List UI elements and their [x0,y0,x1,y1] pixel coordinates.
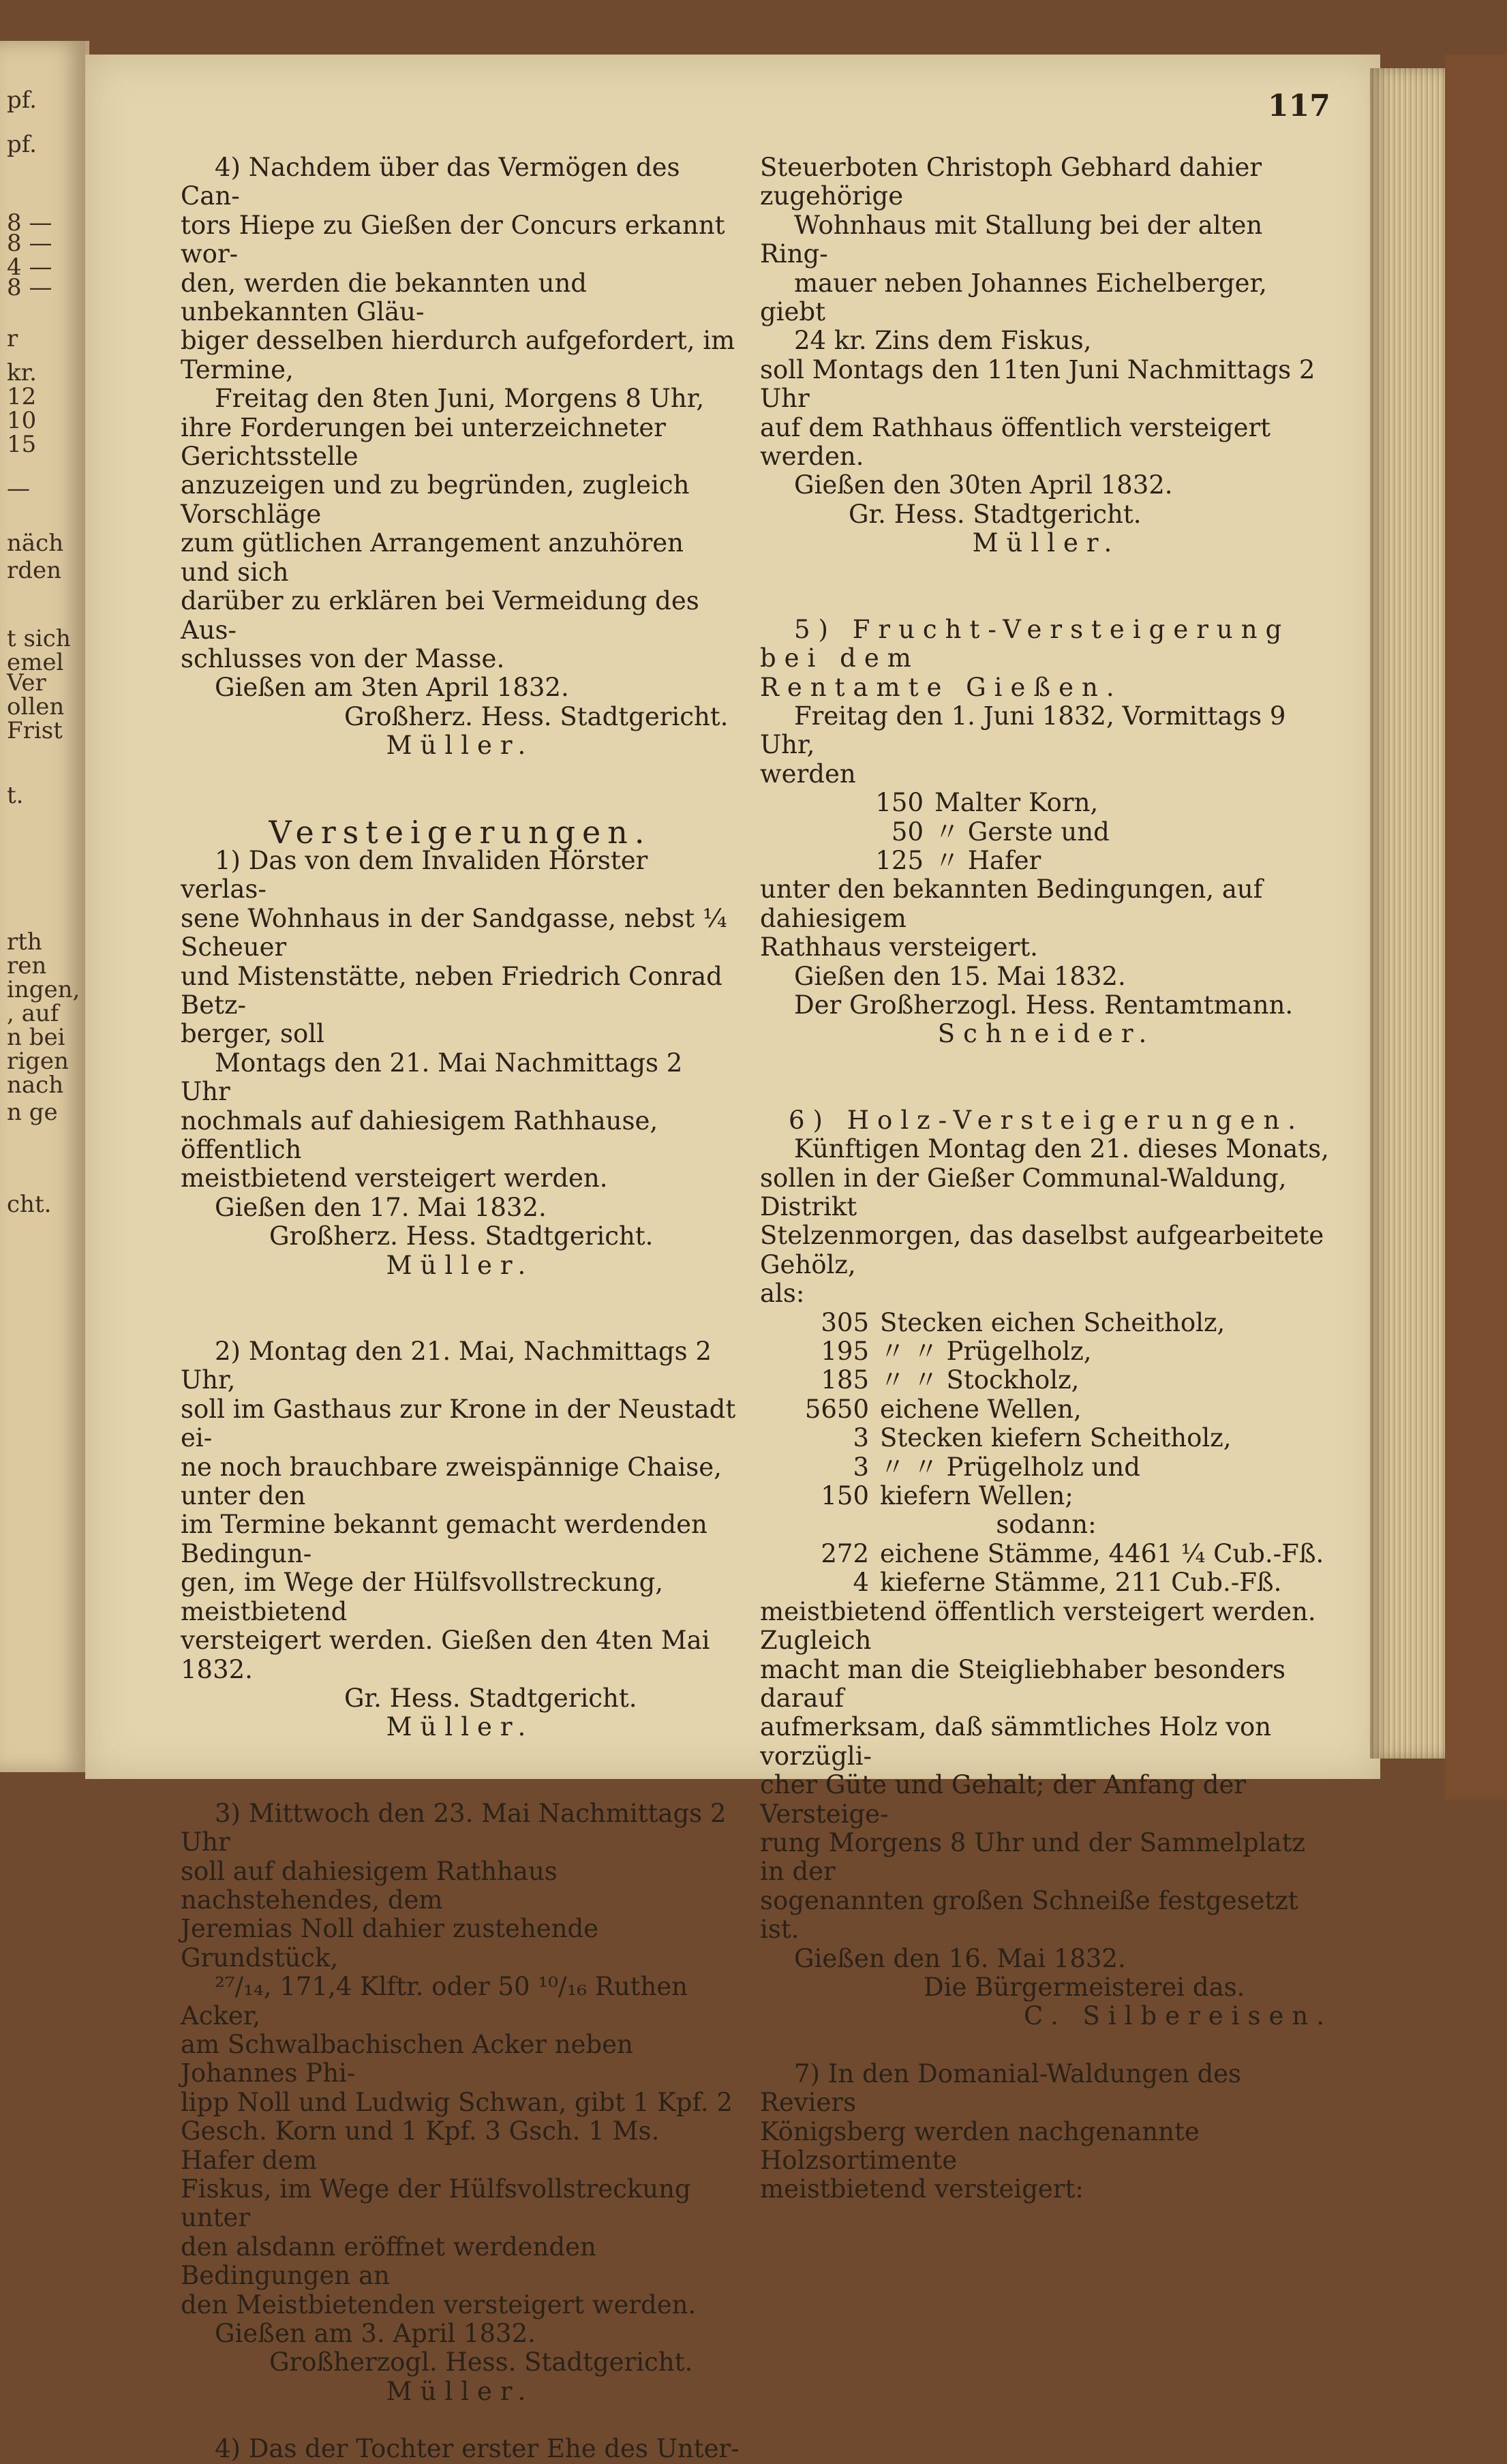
left-page-fragment: n ge [7,1099,58,1126]
list-item: 〃 〃 Prügelholz, [880,1337,1092,1367]
left-page-fragment: ollen [7,693,65,720]
list-row [760,847,1333,875]
list-item: Stecken eichen Scheitholz, [880,1307,1226,1337]
list-quantity: 272 [821,1538,869,1568]
list-quantity: 50 [891,817,924,847]
left-page-fragment: Ver [7,669,46,697]
left-page-fragment: kr. [7,359,37,386]
text-line: Königsberg werden nachgenannte Holzsortimente [760,2116,1200,2175]
left-page-fragment: n bei [7,1024,65,1051]
text-line: ²⁷/₁₄, 171,4 Klftr. oder 50 ¹⁰/₁₆ Ruthen Acker, [181,1972,688,2030]
text-line: rung Morgens 8 Uhr und der Sammelplatz in der [760,1827,1305,1887]
text-line: sodann: [996,1510,1097,1540]
text-line: ihre Forderungen bei unterzeichneter Gerichtsstelle [181,412,666,472]
list-row [760,1337,1333,1366]
text-line: ne noch brauchbare zweispännige Chaise, unter den [181,1452,722,1511]
text-line: cher Güte und Gehalt; der Anfang der Versteige- [760,1770,1247,1829]
text-line: Montags den 21. Mai Nachmittags 2 Uhr [181,1048,683,1107]
text-line: auf dem Rathhaus öffentlich versteigert werden. [760,412,1271,472]
text-line: Gießen am 3ten April 1832. [215,673,569,703]
text-line: den, werden die bekannten und unbekannten Gläu- [181,268,587,327]
text-line: Gießen den 17. Mai 1832. [215,1192,547,1222]
left-page-fragment: , auf [7,1000,59,1027]
left-page-fragment: 10 [7,407,37,434]
spacer [181,1280,740,1337]
left-page-fragment: — [7,475,30,502]
text-line: Müller. [972,528,1121,558]
text-line: Großherz. Hess. Stadtgericht. [344,701,729,731]
left-page-fragment: 8 — [7,274,52,301]
text-line: soll im Gasthaus zur Krone in der Neustadt ei- [181,1394,736,1453]
list-item: eichene Wellen, [880,1394,1082,1424]
text-line: meistbietend öffentlich versteigert werden. Zugleich [760,1596,1316,1656]
list-item: Stecken kiefern Scheitholz, [880,1423,1232,1453]
text-line: den alsdann eröffnet werdenden Bedingungen an [181,2232,596,2291]
spacer [181,761,740,818]
left-page-fragment: t. [7,782,24,809]
text-line: zum gütlichen Arrangement anzuhören und sich [181,528,684,587]
text-line: im Termine bekannt gemacht werdenden Bedingun- [181,1510,707,1568]
left-page-fragment: ingen, [7,976,80,1003]
text-line: und Mistenstätte, neben Friedrich Conrad Betz- [181,961,722,1020]
list-row [760,1424,1333,1452]
text-line: macht man die Steigliebhaber besonders darauf [760,1654,1285,1713]
spacer [760,1049,1333,1106]
text-line: Rentamte Gießen. [760,672,1123,702]
text-line: Gesch. Korn und 1 Kpf. 3 Gsch. 1 Ms. Hafer dem [181,2116,660,2175]
text-line: meistbietend versteigert: [760,2174,1084,2204]
list-item: 〃 Hafer [934,845,1041,875]
text-line: Stelzenmorgen, das daselbst aufgearbeitete Gehölz, [760,1221,1324,1279]
list-item: 〃 Gerste und [934,817,1110,847]
text-line: Großherz. Hess. Stadtgericht. [269,1221,654,1251]
text-line: 4) Nachdem über das Vermögen des Can- [181,153,680,211]
left-page-fragment: emel [7,649,64,676]
left-page-fragment: r [7,325,18,352]
list-quantity: 195 [821,1337,869,1367]
text-line: Der Großherzogl. Hess. Rentamtmann. [794,990,1294,1020]
text-line: nochmals auf dahiesigem Rathhause, öffentlich [181,1106,658,1164]
text-line: mauer neben Johannes Eichelberger, giebt [760,268,1267,327]
text-line: Gr. Hess. Stadtgericht. [849,499,1142,529]
list-row [760,1366,1333,1395]
spacer [181,1742,740,1799]
list-quantity: 3 [853,1423,869,1453]
left-page-fragment: 15 [7,431,37,458]
text-line: Müller. [386,1250,534,1280]
left-page-fragment: rth [7,928,42,956]
left-page-fragment: nach [7,1071,64,1099]
text-line: Großherzogl. Hess. Stadtgericht. [269,2347,693,2377]
text-line: meistbietend versteigert werden. [181,1163,608,1193]
list-quantity: 185 [821,1365,869,1395]
left-page-fragment: 12 [7,383,37,410]
text-line: am Schwalbachischen Acker neben Johannes Phi- [181,2029,633,2088]
text-line: berger, soll [181,1019,324,1049]
text-line: aufmerksam, daß sämmtliches Holz von vorzügli- [760,1712,1272,1771]
text-line: C. Silbereisen. [1023,2001,1333,2031]
left-page-fragment: 4 — [7,254,52,281]
text-line: Gr. Hess. Stadtgericht. [344,1683,637,1713]
text-line: Wohnhaus mit Stallung bei der alten Ring- [760,210,1263,269]
text-line: Rathhaus versteigert. [760,932,1038,962]
list-item: 〃 〃 Prügelholz und [880,1452,1140,1482]
list-item: 〃 〃 Stockholz, [880,1365,1080,1395]
text-line: Gießen den 16. Mai 1832. [794,1943,1126,1973]
left-page-fragment: rigen [7,1048,69,1075]
left-page-fragment: pf. [7,87,37,114]
list-row [760,1568,1333,1597]
text-line: 1) Das von dem Invaliden Hörster verlas- [181,845,648,904]
text-line: werden [760,759,856,789]
list-quantity: 150 [821,1481,869,1511]
text-line: Gießen den 30ten April 1832. [794,470,1173,500]
list-quantity: 305 [821,1307,869,1337]
list-item: Malter Korn, [934,788,1099,818]
list-row [760,1540,1333,1568]
list-row [760,818,1333,847]
text-line: lipp Noll und Ludwig Schwan, gibt 1 Kpf. 2 [181,2087,733,2117]
text-line: Gießen am 3. April 1832. [215,2319,536,2349]
text-line: Müller. [386,731,534,761]
text-line: soll Montags den 11ten Juni Nachmittags 2 Uhr [760,354,1315,414]
left-column [181,153,740,2464]
text-line: sogenannten großen Schneiße festgesetzt ist. [760,1885,1298,1945]
text-line: Müller. [386,1712,534,1742]
text-line: sene Wohnhaus in der Sandgasse, nebst ¼ Scheuer [181,903,727,962]
list-item: kieferne Stämme, 211 Cub.-Fß. [880,1568,1282,1598]
text-line: 7) In den Domanial-Waldungen des Reviers [760,2058,1242,2118]
list-item: eichene Stämme, 4461 ¼ Cub.-Fß. [880,1538,1324,1568]
text-line: 5) Frucht-Versteigerung bei dem [760,614,1290,673]
text-line: 2) Montag den 21. Mai, Nachmittags 2 Uhr, [181,1337,712,1395]
text-line: biger desselben hierdurch aufgefordert, im Termine, [181,326,735,384]
text-line: soll auf dahiesigem Rathhaus nachstehendes, dem [181,1856,558,1915]
spacer [181,2406,740,2435]
left-page-fragment: cht. [7,1191,52,1218]
text-line: Jeremias Noll dahier zustehende Grundstück, [181,1914,599,1973]
list-quantity: 4 [853,1568,869,1598]
left-page-fragment: näch [7,530,64,557]
text-line: Schneider. [937,1019,1155,1049]
list-row [760,1453,1333,1482]
text-line: Künftigen Montag den 21. dieses Monats, [794,1134,1329,1164]
text-line: Fiskus, im Wege der Hülfsvollstreckung unter [181,2174,691,2233]
list-quantity: 150 [875,788,924,818]
text-line: unter den bekannten Bedingungen, auf dahiesigem [760,874,1263,933]
text-line: tors Hiepe zu Gießen der Concurs erkannt wor- [181,210,725,269]
text-line: versteigert werden. Gießen den 4ten Mai 1832. [181,1626,710,1684]
text-line: Müller. [386,2376,534,2406]
list-quantity: 3 [853,1452,869,1482]
text-line: anzuzeigen und zu begründen, zugleich Vorschläge [181,470,690,529]
text-line: 4) Das der Tochter erster Ehe des Unter- [215,2434,740,2464]
list-quantity: 125 [875,845,924,875]
list-row [760,1395,1333,1424]
right-column [760,153,1333,2204]
text-line: 6) Holz-Versteigerungen. [788,1105,1304,1135]
text-line: Freitag den 1. Juni 1832, Vormittags 9 Uhr, [760,701,1286,760]
left-page-fragment: rden [7,557,62,584]
book-cover [1445,55,1507,1799]
list-item: kiefern Wellen; [880,1481,1074,1511]
text-line: Die Bürgermeisterei das. [924,1972,1245,2002]
text-line: als: [760,1279,805,1309]
text-line: Steuerboten Christoph Gebhard dahier zugehörige [760,153,1262,211]
left-page-fragment: ren [7,952,47,979]
left-page-fragment: Frist [7,717,63,744]
spacer [760,558,1333,615]
list-quantity: 5650 [804,1394,869,1424]
text-line: darüber zu erklären bei Vermeidung des Aus- [181,586,699,645]
left-page-strip [0,41,89,1772]
left-page-fragment: t sich [7,625,71,652]
text-line: Freitag den 8ten Juni, Morgens 8 Uhr, [215,384,705,414]
text-line: schlusses von der Masse. [181,643,505,673]
list-row [760,789,1333,817]
page-number: 117 [1268,89,1330,123]
left-page-fragment: pf. [7,131,37,158]
list-row [760,1309,1333,1337]
list-row [760,1482,1333,1510]
page-fore-edge [1370,68,1445,1759]
text-line: gen, im Wege der Hülfsvollstreckung, meistbietend [181,1568,664,1626]
left-page-fragment: 8 — [7,209,52,237]
left-page-fragment: 8 — [7,230,52,257]
text-line: sollen in der Gießer Communal-Waldung, Distrikt [760,1163,1287,1221]
text-line: 3) Mittwoch den 23. Mai Nachmittags 2 Uhr [181,1798,727,1857]
text-line: Gießen den 15. Mai 1832. [794,961,1126,991]
text-line: den Meistbietenden versteigert werden. [181,2290,697,2319]
text-line: 24 kr. Zins dem Fiskus, [794,326,1092,356]
section-heading: Versteigerungen. [269,813,652,851]
spacer [760,2031,1333,2060]
